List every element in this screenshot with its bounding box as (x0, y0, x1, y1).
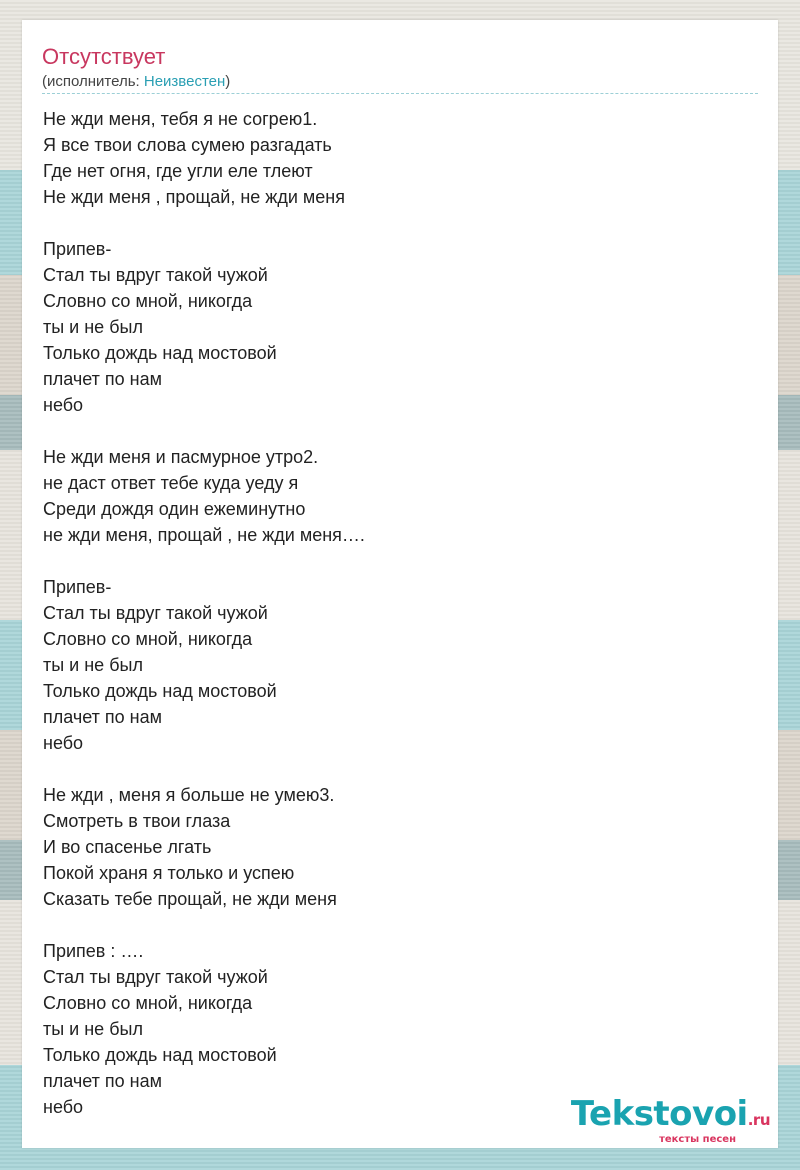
lyric-line: Припев- (43, 239, 112, 259)
lyric-line: плачет по нам (43, 1071, 162, 1091)
lyric-line: Покой храня я только и успею (43, 863, 295, 883)
artist-prefix: (исполнитель: (42, 73, 144, 90)
divider (42, 93, 758, 94)
lyric-line: Не жди меня и пасмурное утро2. (43, 447, 319, 467)
artist-line (42, 72, 230, 92)
lyric-line: небо (43, 733, 84, 753)
lyrics-card (22, 20, 778, 1148)
lyric-line: Не жди , меня я больше не умею3. (43, 785, 335, 805)
lyric-line: ты и не был (43, 655, 143, 675)
lyric-line: Только дождь над мостовой (43, 343, 277, 363)
lyric-line: Где нет огня, где угли еле тлеют (43, 161, 313, 181)
lyric-line (43, 548, 743, 574)
logo-name: Tekstovoi (570, 1094, 748, 1134)
song-title: Отсутствует (42, 44, 166, 69)
lyric-line: не даст ответ тебе куда уеду я (43, 473, 299, 493)
lyric-line: ты и не был (43, 317, 143, 337)
lyric-line: Словно со мной, никогда (43, 993, 253, 1013)
lyric-line: Припев- (43, 577, 112, 597)
lyric-line: Не жди меня , прощай, не жди меня (43, 187, 345, 207)
lyric-line: Не жди меня, тебя я не согрею1. (43, 109, 318, 129)
lyric-line: небо (43, 395, 84, 415)
lyric-line: Сказать тебе прощай, не жди меня (43, 889, 337, 909)
lyric-line: Словно со мной, никогда (43, 291, 253, 311)
lyric-line: Словно со мной, никогда (43, 629, 253, 649)
lyric-line: плачет по нам (43, 707, 162, 727)
lyric-line: не жди меня, прощай , не жди меня…. (43, 525, 365, 545)
lyric-line: И во спасенье лгать (43, 837, 212, 857)
lyric-line (43, 756, 743, 782)
lyric-line: Смотреть в твои глаза (43, 811, 231, 831)
artist-suffix: ) (225, 73, 231, 90)
lyric-line: Среди дождя один ежеминутно (43, 499, 306, 519)
logo-tagline: тексты песен (659, 1134, 736, 1145)
lyric-line: плачет по нам (43, 369, 162, 389)
lyrics-text (43, 106, 743, 1120)
lyric-line: Стал ты вдруг такой чужой (43, 603, 268, 623)
lyric-line: Только дождь над мостовой (43, 681, 277, 701)
artist-link[interactable]: Неизвестен (143, 73, 226, 90)
lyric-line: Только дождь над мостовой (43, 1045, 277, 1065)
logo-tld: .ru (747, 1111, 770, 1129)
lyric-line (43, 912, 743, 938)
lyric-line: ты и не был (43, 1019, 143, 1039)
lyric-line (43, 418, 743, 444)
lyric-line: небо (43, 1097, 84, 1117)
lyric-line (43, 210, 743, 236)
lyric-line: Стал ты вдруг такой чужой (43, 967, 268, 987)
site-logo[interactable] (571, 1096, 770, 1146)
lyric-line: Припев : …. (43, 941, 144, 961)
lyric-line: Стал ты вдруг такой чужой (43, 265, 268, 285)
lyric-line: Я все твои слова сумею разгадать (43, 135, 332, 155)
